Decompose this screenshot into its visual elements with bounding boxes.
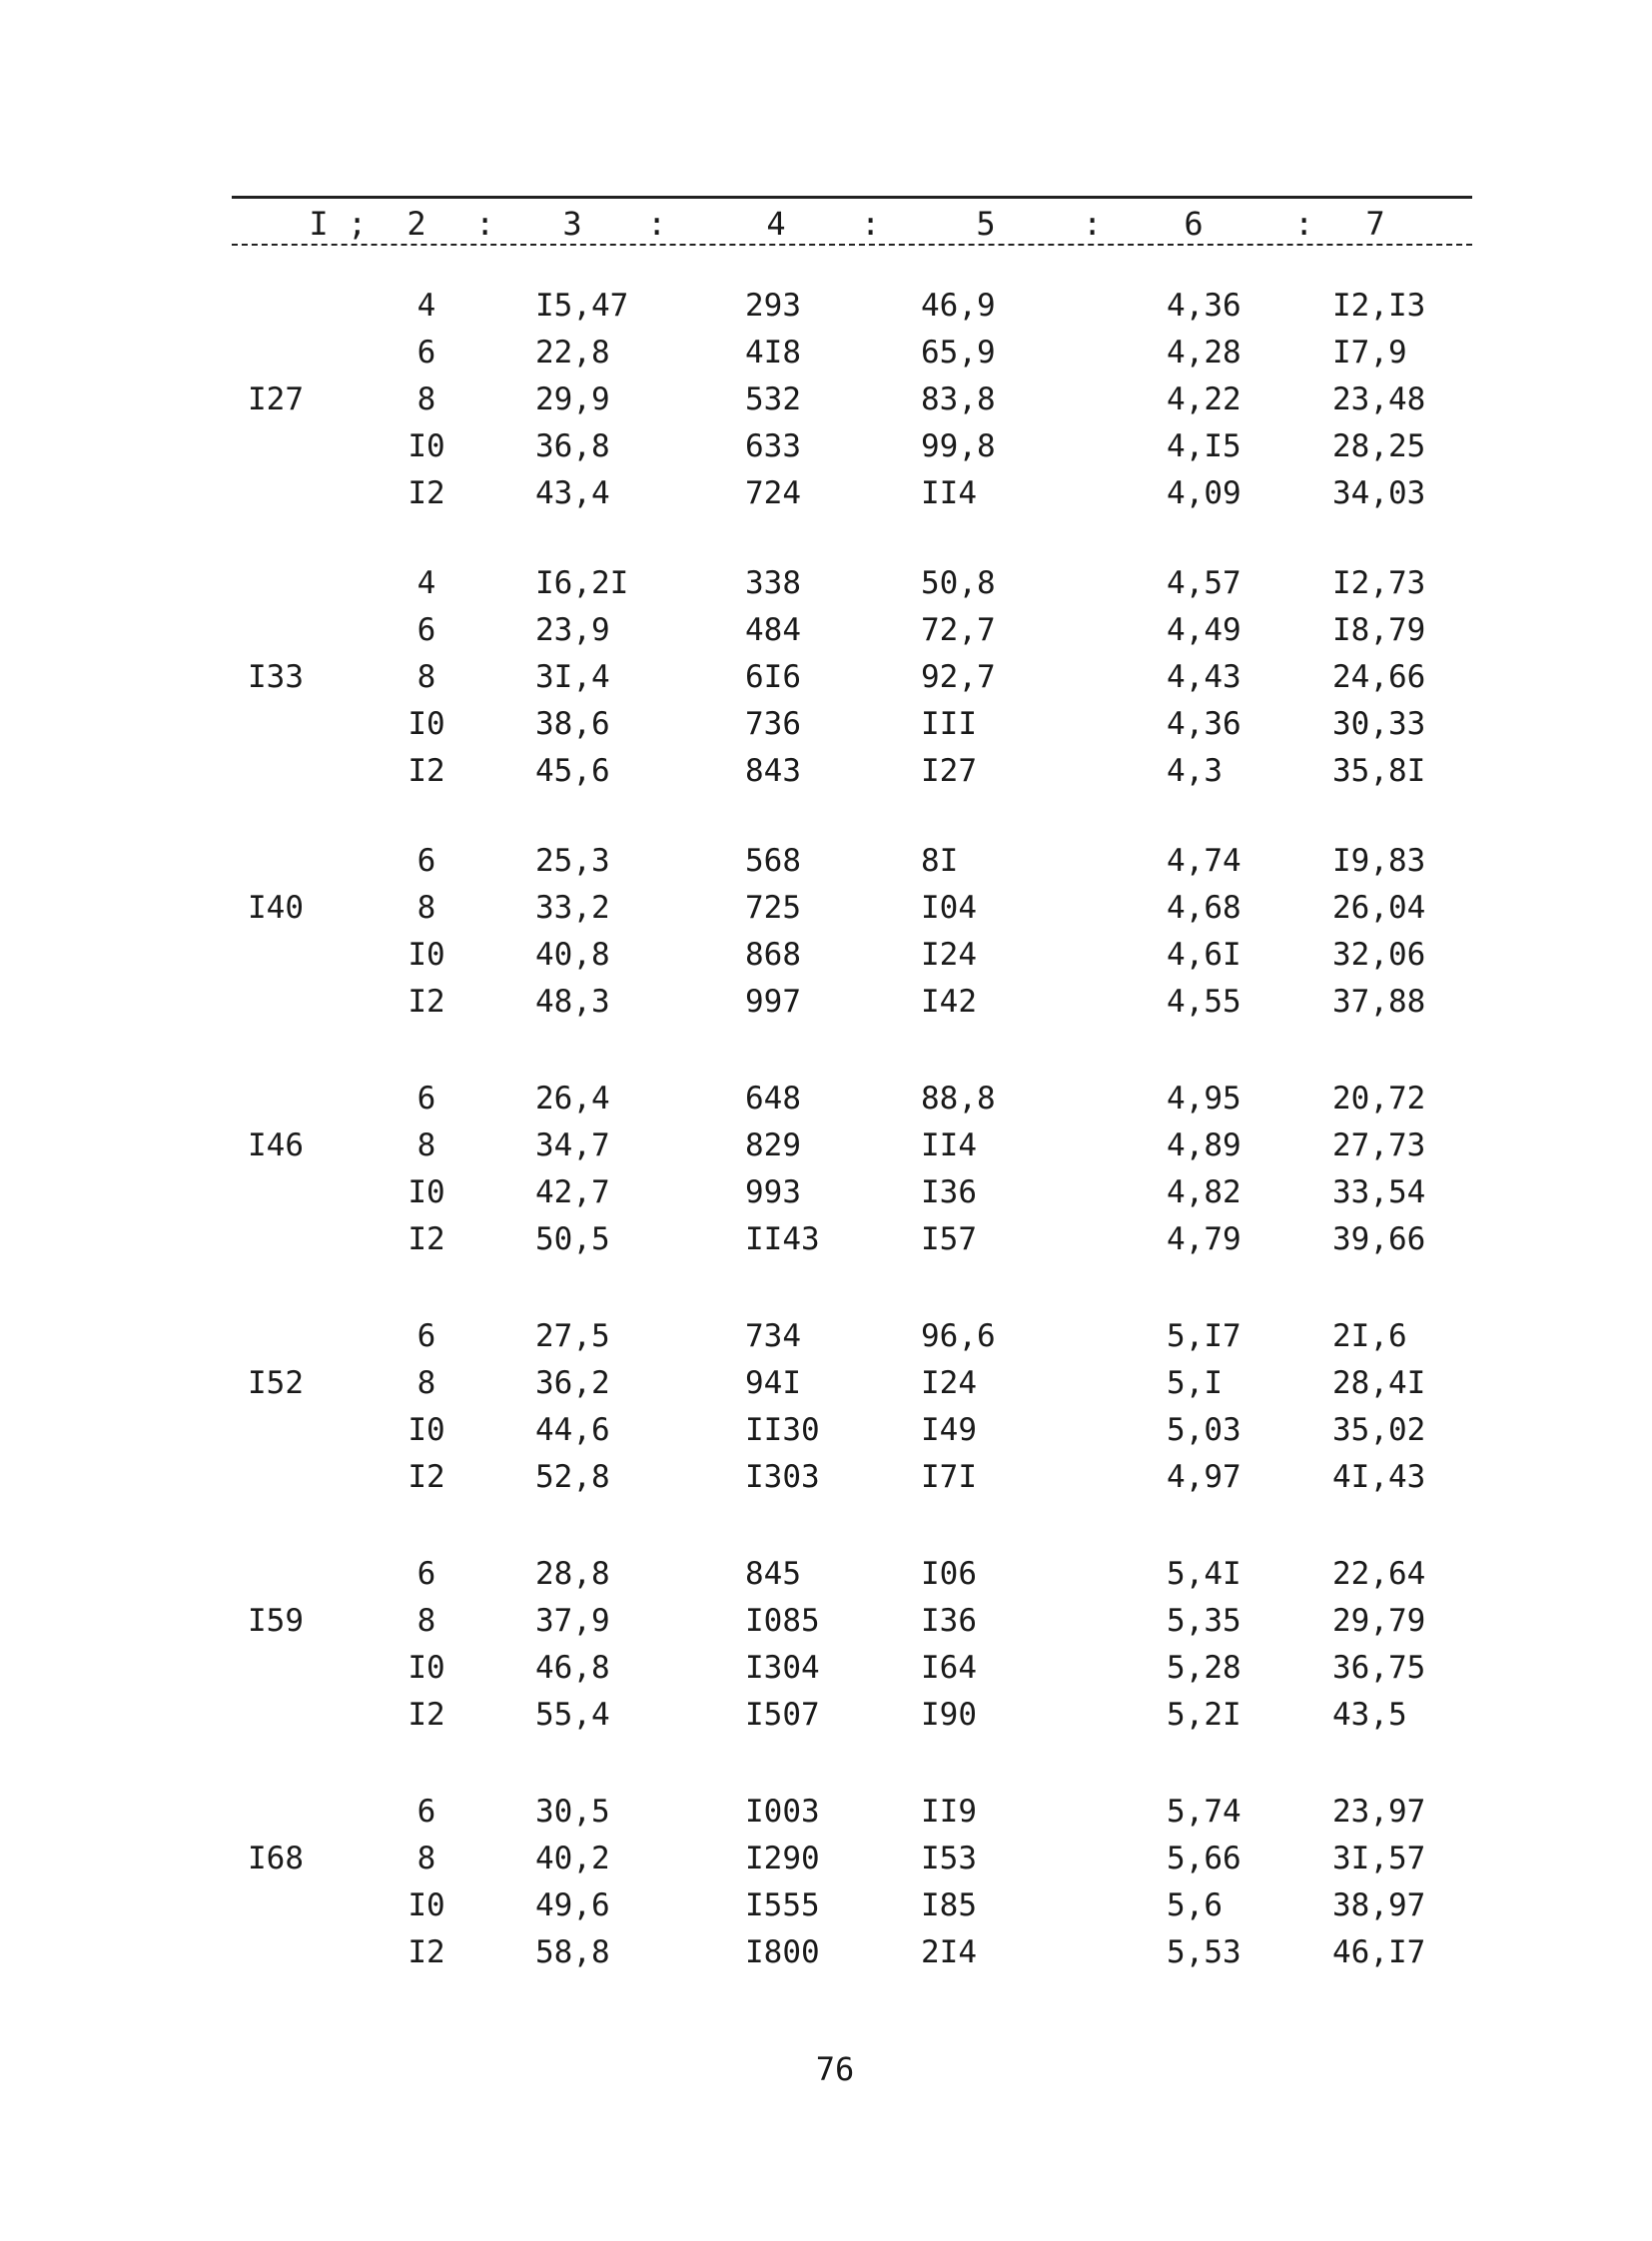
table-cell-col-4: II30 (745, 1412, 820, 1448)
table-cell-col-2: 8 (416, 1127, 436, 1163)
table-cell-col-3: 25,3 (535, 843, 610, 879)
table-cell-col-4: I003 (745, 1794, 820, 1830)
header-col-6: 6 (1184, 205, 1204, 243)
table-cell-col-4: 734 (745, 1318, 801, 1354)
table-cell-col-6: 5,2I (1167, 1697, 1241, 1733)
table-cell-col-2: 8 (416, 1841, 436, 1876)
table-cell-col-5: 99,8 (921, 428, 996, 464)
table-cell-col-2: I0 (408, 706, 445, 742)
header-col-7: 7 (1365, 205, 1385, 243)
table-cell-col-2: I2 (408, 475, 445, 511)
table-cell-col-5: II4 (921, 1127, 977, 1163)
table-cell-col-4: 648 (745, 1081, 801, 1117)
table-cell-col-4: 997 (745, 984, 801, 1020)
table-cell-col-3: 58,8 (535, 1934, 610, 1970)
table-cell-col-6: 5,6 (1167, 1887, 1223, 1923)
table-cell-col-2: I2 (408, 1459, 445, 1495)
table-cell-col-3: 46,8 (535, 1650, 610, 1686)
table-cell-col-4: 845 (745, 1556, 801, 1592)
table-cell-col-4: I303 (745, 1459, 820, 1495)
table-cell-col-3: 45,6 (535, 753, 610, 789)
table-cell-col-6: 5,53 (1167, 1934, 1241, 1970)
table-header-rule (232, 244, 1472, 246)
table-cell-col-7: 29,79 (1332, 1603, 1426, 1639)
table-cell-col-6: 5,I (1167, 1365, 1223, 1401)
table-cell-col-2: 6 (416, 1318, 436, 1354)
table-cell-col-3: 34,7 (535, 1127, 610, 1163)
table-cell-col-7: I7,9 (1332, 335, 1407, 371)
table-cell-col-6: 4,09 (1167, 475, 1241, 511)
group-label: I68 (248, 1841, 304, 1876)
table-cell-col-5: 96,6 (921, 1318, 996, 1354)
table-cell-col-3: 50,5 (535, 1221, 610, 1257)
table-cell-col-5: I24 (921, 1365, 977, 1401)
table-cell-col-7: I2,73 (1332, 565, 1426, 601)
table-cell-col-2: I2 (408, 1697, 445, 1733)
table-cell-col-3: 49,6 (535, 1887, 610, 1923)
header-col-2: 2 (407, 205, 426, 243)
table-cell-col-5: III (921, 706, 977, 742)
table-cell-col-7: 23,48 (1332, 381, 1426, 417)
table-cell-col-5: I36 (921, 1174, 977, 1210)
table-cell-col-3: 22,8 (535, 335, 610, 371)
table-cell-col-6: 5,66 (1167, 1841, 1241, 1876)
table-cell-col-6: 5,74 (1167, 1794, 1241, 1830)
table-cell-col-5: I42 (921, 984, 977, 1020)
table-cell-col-5: 83,8 (921, 381, 996, 417)
table-cell-col-5: I49 (921, 1412, 977, 1448)
table-header (232, 204, 1472, 244)
table-cell-col-5: 46,9 (921, 288, 996, 324)
table-cell-col-3: 40,8 (535, 937, 610, 973)
table-cell-col-2: 4 (416, 288, 436, 324)
table-cell-col-3: 26,4 (535, 1081, 610, 1117)
table-cell-col-5: 92,7 (921, 659, 996, 695)
table-cell-col-6: 5,4I (1167, 1556, 1241, 1592)
table-cell-col-5: 8I (921, 843, 959, 879)
table-cell-col-6: 4,57 (1167, 565, 1241, 601)
group-label: I40 (248, 890, 304, 926)
table-cell-col-7: 2I,6 (1332, 1318, 1407, 1354)
table-cell-col-2: 8 (416, 659, 436, 695)
table-cell-col-4: 568 (745, 843, 801, 879)
table-cell-col-5: I85 (921, 1887, 977, 1923)
table-cell-col-2: I2 (408, 1934, 445, 1970)
table-cell-col-5: 50,8 (921, 565, 996, 601)
table-cell-col-5: I27 (921, 753, 977, 789)
table-cell-col-4: II43 (745, 1221, 820, 1257)
group-label: I33 (248, 659, 304, 695)
table-cell-col-4: 532 (745, 381, 801, 417)
table-cell-col-2: 8 (416, 1603, 436, 1639)
table-cell-col-4: 484 (745, 612, 801, 648)
header-col-3: 3 (562, 205, 582, 243)
table-cell-col-3: 36,2 (535, 1365, 610, 1401)
table-cell-col-7: I9,83 (1332, 843, 1426, 879)
table-cell-col-5: I64 (921, 1650, 977, 1686)
table-cell-col-6: 4,55 (1167, 984, 1241, 1020)
header-separator: : (1083, 205, 1103, 243)
table-cell-col-3: 33,2 (535, 890, 610, 926)
table-cell-col-6: 4,95 (1167, 1081, 1241, 1117)
table-cell-col-2: 8 (416, 381, 436, 417)
table-cell-col-4: 725 (745, 890, 801, 926)
table-cell-col-5: 2I4 (921, 1934, 977, 1970)
header-separator: : (475, 205, 495, 243)
table-cell-col-3: 44,6 (535, 1412, 610, 1448)
table-cell-col-7: 46,I7 (1332, 1934, 1426, 1970)
table-cell-col-3: 48,3 (535, 984, 610, 1020)
table-cell-col-6: 4,79 (1167, 1221, 1241, 1257)
table-cell-col-6: 4,36 (1167, 288, 1241, 324)
table-cell-col-7: 33,54 (1332, 1174, 1426, 1210)
header-separator: ; (348, 205, 368, 243)
table-cell-col-3: 52,8 (535, 1459, 610, 1495)
table-cell-col-4: I800 (745, 1934, 820, 1970)
table-cell-col-2: I2 (408, 753, 445, 789)
table-cell-col-5: 72,7 (921, 612, 996, 648)
table-cell-col-7: 28,4I (1332, 1365, 1426, 1401)
table-cell-col-7: 37,88 (1332, 984, 1426, 1020)
table-cell-col-3: I6,2I (535, 565, 629, 601)
table-cell-col-6: 4,43 (1167, 659, 1241, 695)
table-cell-col-2: I0 (408, 1412, 445, 1448)
table-cell-col-2: I0 (408, 1887, 445, 1923)
header-separator: : (861, 205, 881, 243)
table-cell-col-5: I90 (921, 1697, 977, 1733)
table-cell-col-2: I0 (408, 937, 445, 973)
table-cell-col-6: 4,28 (1167, 335, 1241, 371)
table-cell-col-7: 30,33 (1332, 706, 1426, 742)
table-cell-col-2: 4 (416, 565, 436, 601)
table-cell-col-3: 37,9 (535, 1603, 610, 1639)
table-cell-col-7: 35,8I (1332, 753, 1426, 789)
header-col-1: I (309, 205, 329, 243)
table-cell-col-3: 42,7 (535, 1174, 610, 1210)
table-cell-col-3: 23,9 (535, 612, 610, 648)
table-cell-col-7: 34,03 (1332, 475, 1426, 511)
table-cell-col-7: 28,25 (1332, 428, 1426, 464)
table-cell-col-6: 5,35 (1167, 1603, 1241, 1639)
table-cell-col-6: 4,49 (1167, 612, 1241, 648)
table-cell-col-4: I290 (745, 1841, 820, 1876)
table-cell-col-4: I555 (745, 1887, 820, 1923)
table-cell-col-7: I8,79 (1332, 612, 1426, 648)
table-cell-col-7: 35,02 (1332, 1412, 1426, 1448)
table-cell-col-5: 65,9 (921, 335, 996, 371)
table-cell-col-7: 38,97 (1332, 1887, 1426, 1923)
table-cell-col-7: 24,66 (1332, 659, 1426, 695)
table-cell-col-3: 28,8 (535, 1556, 610, 1592)
table-cell-col-7: 22,64 (1332, 1556, 1426, 1592)
table-cell-col-2: 6 (416, 1081, 436, 1117)
table-cell-col-6: 5,03 (1167, 1412, 1241, 1448)
table-cell-col-4: 293 (745, 288, 801, 324)
table-cell-col-4: I085 (745, 1603, 820, 1639)
page-number: 76 (815, 2050, 855, 2088)
group-label: I59 (248, 1603, 304, 1639)
table-cell-col-3: 3I,4 (535, 659, 610, 695)
table-cell-col-5: I06 (921, 1556, 977, 1592)
table-cell-col-6: 4,68 (1167, 890, 1241, 926)
table-cell-col-3: 29,9 (535, 381, 610, 417)
table-cell-col-2: I0 (408, 1650, 445, 1686)
table-cell-col-2: 6 (416, 843, 436, 879)
table-cell-col-3: 40,2 (535, 1841, 610, 1876)
group-label: I46 (248, 1127, 304, 1163)
table-cell-col-3: 27,5 (535, 1318, 610, 1354)
table-cell-col-5: II4 (921, 475, 977, 511)
table-cell-col-2: 8 (416, 890, 436, 926)
table-cell-col-7: 43,5 (1332, 1697, 1407, 1733)
table-cell-col-2: 6 (416, 1556, 436, 1592)
table-cell-col-7: 3I,57 (1332, 1841, 1426, 1876)
table-cell-col-2: 6 (416, 335, 436, 371)
table-cell-col-2: I2 (408, 984, 445, 1020)
table-cell-col-6: 4,22 (1167, 381, 1241, 417)
table-cell-col-4: 94I (745, 1365, 801, 1401)
table-cell-col-4: 736 (745, 706, 801, 742)
table-cell-col-5: I36 (921, 1603, 977, 1639)
table-cell-col-7: 27,73 (1332, 1127, 1426, 1163)
header-col-5: 5 (976, 205, 996, 243)
table-cell-col-4: 843 (745, 753, 801, 789)
table-cell-col-6: 4,82 (1167, 1174, 1241, 1210)
table-cell-col-3: 38,6 (535, 706, 610, 742)
table-cell-col-5: 88,8 (921, 1081, 996, 1117)
table-cell-col-4: 868 (745, 937, 801, 973)
table-cell-col-6: 5,I7 (1167, 1318, 1241, 1354)
table-cell-col-4: 724 (745, 475, 801, 511)
table-cell-col-3: I5,47 (535, 288, 629, 324)
header-separator: : (647, 205, 667, 243)
table-cell-col-4: 338 (745, 565, 801, 601)
header-col-4: 4 (766, 205, 786, 243)
header-separator: : (1294, 205, 1314, 243)
group-label: I27 (248, 381, 304, 417)
table-cell-col-2: 8 (416, 1365, 436, 1401)
table-cell-col-6: 4,I5 (1167, 428, 1241, 464)
table-cell-col-6: 4,97 (1167, 1459, 1241, 1495)
table-cell-col-5: I24 (921, 937, 977, 973)
group-label: I52 (248, 1365, 304, 1401)
table-cell-col-6: 4,6I (1167, 937, 1241, 973)
table-cell-col-7: 36,75 (1332, 1650, 1426, 1686)
table-cell-col-6: 4,89 (1167, 1127, 1241, 1163)
table-cell-col-3: 36,8 (535, 428, 610, 464)
table-cell-col-6: 5,28 (1167, 1650, 1241, 1686)
table-cell-col-7: 26,04 (1332, 890, 1426, 926)
table-cell-col-6: 4,3 (1167, 753, 1223, 789)
table-cell-col-2: 6 (416, 612, 436, 648)
table-cell-col-5: I7I (921, 1459, 977, 1495)
table-cell-col-7: 23,97 (1332, 1794, 1426, 1830)
table-cell-col-4: I507 (745, 1697, 820, 1733)
table-cell-col-6: 4,36 (1167, 706, 1241, 742)
table-cell-col-4: 829 (745, 1127, 801, 1163)
table-cell-col-2: 6 (416, 1794, 436, 1830)
table-cell-col-3: 55,4 (535, 1697, 610, 1733)
table-cell-col-4: 4I8 (745, 335, 801, 371)
table-cell-col-7: 39,66 (1332, 1221, 1426, 1257)
table-cell-col-4: 993 (745, 1174, 801, 1210)
table-cell-col-7: I2,I3 (1332, 288, 1426, 324)
table-cell-col-5: I04 (921, 890, 977, 926)
table-cell-col-3: 43,4 (535, 475, 610, 511)
table-top-rule (232, 196, 1472, 199)
table-cell-col-7: 32,06 (1332, 937, 1426, 973)
table-cell-col-5: I57 (921, 1221, 977, 1257)
table-cell-col-4: 633 (745, 428, 801, 464)
table-cell-col-6: 4,74 (1167, 843, 1241, 879)
table-cell-col-2: I0 (408, 428, 445, 464)
table-cell-col-5: II9 (921, 1794, 977, 1830)
table-cell-col-2: I2 (408, 1221, 445, 1257)
table-cell-col-7: 4I,43 (1332, 1459, 1426, 1495)
table-cell-col-5: I53 (921, 1841, 977, 1876)
table-cell-col-3: 30,5 (535, 1794, 610, 1830)
table-cell-col-4: I304 (745, 1650, 820, 1686)
table-cell-col-7: 20,72 (1332, 1081, 1426, 1117)
table-cell-col-2: I0 (408, 1174, 445, 1210)
table-cell-col-4: 6I6 (745, 659, 801, 695)
